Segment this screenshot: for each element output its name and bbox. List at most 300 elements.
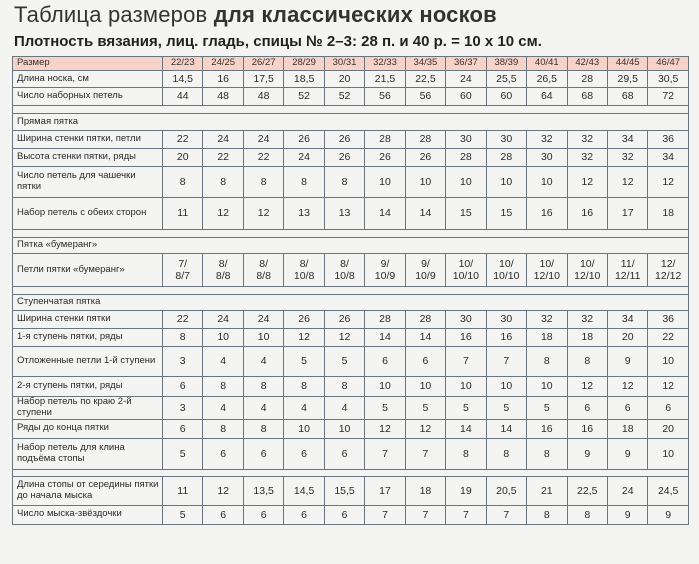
spacer-cell <box>527 106 567 114</box>
section-empty-cell <box>284 114 324 131</box>
table-cell: 25,5 <box>486 71 526 88</box>
table-row <box>13 505 689 524</box>
table-cell: 10 <box>365 167 405 198</box>
table-row <box>13 377 689 397</box>
table-cell: 11 <box>163 198 203 230</box>
table-cell: 22,5 <box>405 71 445 88</box>
table-cell: 8 <box>567 347 607 377</box>
spacer-cell <box>163 469 203 476</box>
row-label: Отложенные петли 1-й ступени <box>13 347 163 377</box>
table-cell: 12 <box>243 198 283 230</box>
spacer-cell <box>324 287 364 295</box>
section-empty-cell <box>243 114 283 131</box>
table-cell: 10 <box>203 329 243 347</box>
row-label: Длина носка, см <box>13 71 163 88</box>
table-cell: 24 <box>243 311 283 329</box>
table-cell: 8 <box>203 377 243 397</box>
section-empty-cell <box>163 114 203 131</box>
table-cell: 16 <box>527 419 567 438</box>
table-cell: 9 <box>567 438 607 469</box>
table-cell: 52 <box>324 88 364 106</box>
table-row <box>13 438 689 469</box>
spacer-cell <box>607 469 647 476</box>
spacer-cell <box>163 287 203 295</box>
table-row <box>13 88 689 106</box>
table-cell: 18 <box>527 329 567 347</box>
row-label: 2-я ступень пятки, ряды <box>13 377 163 397</box>
section-empty-cell <box>527 114 567 131</box>
table-row <box>13 149 689 167</box>
section-empty-cell <box>405 295 445 311</box>
table-row <box>13 131 689 149</box>
table-row <box>13 419 689 438</box>
table-cell: 17 <box>365 476 405 505</box>
table-cell: 30 <box>486 131 526 149</box>
spacer-cell <box>365 230 405 238</box>
section-empty-cell <box>405 238 445 254</box>
table-cell: 18 <box>607 419 647 438</box>
spacer-cell <box>365 287 405 295</box>
spacer-cell <box>446 230 486 238</box>
spacer-row <box>13 230 689 238</box>
table-cell: 22 <box>648 329 688 347</box>
spacer-cell <box>203 106 243 114</box>
table-cell: 6 <box>648 397 688 420</box>
table-cell: 5 <box>405 397 445 420</box>
section-empty-cell <box>486 295 526 311</box>
table-cell: 52 <box>284 88 324 106</box>
table-cell: 8 <box>324 167 364 198</box>
table-cell: 6 <box>324 505 364 524</box>
table-cell: 8/ 10/8 <box>284 254 324 287</box>
table-cell: 34 <box>648 149 688 167</box>
table-cell: 12 <box>607 167 647 198</box>
section-empty-cell <box>527 295 567 311</box>
table-cell: 7/ 8/7 <box>163 254 203 287</box>
table-cell: 9/ 10/9 <box>365 254 405 287</box>
table-cell: 9 <box>607 347 647 377</box>
table-cell: 6 <box>243 438 283 469</box>
size-header-row <box>13 57 689 71</box>
table-row <box>13 329 689 347</box>
table-cell: 8 <box>324 377 364 397</box>
table-cell: 11 <box>163 476 203 505</box>
spacer-cell <box>243 469 283 476</box>
table-cell: 10 <box>648 347 688 377</box>
table-cell: 16 <box>567 198 607 230</box>
spacer-cell <box>567 469 607 476</box>
table-cell: 26 <box>324 131 364 149</box>
table-cell: 14 <box>486 419 526 438</box>
table-cell: 26,5 <box>527 71 567 88</box>
table-cell: 6 <box>284 505 324 524</box>
table-row <box>13 167 689 198</box>
spacer-cell <box>284 469 324 476</box>
size-header-label: Размер <box>13 57 163 71</box>
table-cell: 7 <box>486 505 526 524</box>
table-cell: 10 <box>446 377 486 397</box>
table-cell: 14,5 <box>163 71 203 88</box>
table-cell: 36 <box>648 131 688 149</box>
table-cell: 48 <box>203 88 243 106</box>
table-cell: 72 <box>648 88 688 106</box>
spacer-cell <box>446 287 486 295</box>
section-empty-cell <box>284 238 324 254</box>
table-cell: 26 <box>405 149 445 167</box>
table-cell: 8 <box>527 347 567 377</box>
spacer-cell <box>284 287 324 295</box>
section-empty-cell <box>446 238 486 254</box>
table-cell: 22 <box>163 311 203 329</box>
row-label: Ряды до конца пятки <box>13 419 163 438</box>
row-label: Длина стопы от середины пятки до начала мыска <box>13 476 163 505</box>
table-cell: 20 <box>163 149 203 167</box>
size-header-cell: 36/37 <box>446 57 486 71</box>
size-header-cell: 38/39 <box>486 57 526 71</box>
spacer-cell <box>243 230 283 238</box>
table-cell: 10 <box>365 377 405 397</box>
table-row <box>13 311 689 329</box>
table-cell: 10 <box>405 167 445 198</box>
section-empty-cell <box>243 238 283 254</box>
size-header-cell: 46/47 <box>648 57 688 71</box>
table-cell: 8 <box>243 167 283 198</box>
section-empty-cell <box>648 114 688 131</box>
table-cell: 9 <box>648 505 688 524</box>
table-cell: 6 <box>607 397 647 420</box>
spacer-cell <box>203 230 243 238</box>
table-cell: 5 <box>446 397 486 420</box>
size-header-cell: 30/31 <box>324 57 364 71</box>
size-header-cell: 26/27 <box>243 57 283 71</box>
table-cell: 5 <box>163 505 203 524</box>
table-cell: 7 <box>405 438 445 469</box>
row-label: Набор петель по краю 2-й ступени <box>13 397 163 420</box>
section-empty-cell <box>446 295 486 311</box>
table-cell: 16 <box>527 198 567 230</box>
spacer-cell <box>607 287 647 295</box>
section-empty-cell <box>203 238 243 254</box>
size-header-cell: 40/41 <box>527 57 567 71</box>
table-cell: 24 <box>284 149 324 167</box>
table-cell: 22 <box>243 149 283 167</box>
section-empty-cell <box>648 238 688 254</box>
table-cell: 56 <box>405 88 445 106</box>
table-cell: 28 <box>365 311 405 329</box>
table-cell: 8 <box>163 329 203 347</box>
table-row <box>13 347 689 377</box>
table-cell: 16 <box>203 71 243 88</box>
section-empty-cell <box>527 238 567 254</box>
size-header-cell: 44/45 <box>607 57 647 71</box>
row-label: Петли пятки «бумеранг» <box>13 254 163 287</box>
spacer-cell <box>405 469 445 476</box>
spacer-cell <box>284 106 324 114</box>
table-cell: 8 <box>243 419 283 438</box>
spacer-cell <box>284 230 324 238</box>
table-cell: 32 <box>527 131 567 149</box>
table-cell: 9/ 10/9 <box>405 254 445 287</box>
table-cell: 32 <box>527 311 567 329</box>
table-cell: 21 <box>527 476 567 505</box>
table-cell: 7 <box>486 347 526 377</box>
spacer-cell <box>567 287 607 295</box>
row-label: Набор петель для клина подъёма стопы <box>13 438 163 469</box>
spacer-cell <box>486 469 526 476</box>
table-cell: 48 <box>243 88 283 106</box>
section-empty-cell <box>365 114 405 131</box>
table-cell: 7 <box>365 505 405 524</box>
table-cell: 12 <box>203 198 243 230</box>
table-cell: 29,5 <box>607 71 647 88</box>
table-cell: 7 <box>446 347 486 377</box>
section-empty-cell <box>486 238 526 254</box>
row-label: Высота стенки пятки, ряды <box>13 149 163 167</box>
section-empty-cell <box>567 114 607 131</box>
table-cell: 64 <box>527 88 567 106</box>
row-label: Число наборных петель <box>13 88 163 106</box>
section-empty-cell <box>567 295 607 311</box>
table-cell: 12 <box>567 167 607 198</box>
table-cell: 20 <box>607 329 647 347</box>
table-cell: 8 <box>284 377 324 397</box>
table-cell: 12 <box>648 377 688 397</box>
table-row <box>13 198 689 230</box>
table-cell: 10 <box>527 377 567 397</box>
size-header-cell: 28/29 <box>284 57 324 71</box>
table-cell: 10/ 12/10 <box>567 254 607 287</box>
table-cell: 11/ 12/11 <box>607 254 647 287</box>
table-cell: 16 <box>446 329 486 347</box>
table-cell: 28 <box>567 71 607 88</box>
table-cell: 3 <box>163 347 203 377</box>
spacer-cell <box>13 230 163 238</box>
table-cell: 8 <box>446 438 486 469</box>
section-empty-cell <box>607 238 647 254</box>
table-cell: 24 <box>203 311 243 329</box>
table-cell: 5 <box>527 397 567 420</box>
table-cell: 13 <box>284 198 324 230</box>
table-cell: 12 <box>365 419 405 438</box>
section-empty-cell <box>446 114 486 131</box>
table-cell: 9 <box>607 438 647 469</box>
title-prefix: Таблица размеров <box>14 2 208 27</box>
table-cell: 22 <box>163 131 203 149</box>
table-cell: 8 <box>486 438 526 469</box>
spacer-cell <box>405 230 445 238</box>
spacer-cell <box>365 469 405 476</box>
table-cell: 14 <box>365 329 405 347</box>
spacer-cell <box>446 469 486 476</box>
size-table-body <box>13 57 689 525</box>
table-cell: 32 <box>567 311 607 329</box>
table-cell: 14,5 <box>284 476 324 505</box>
table-cell: 10 <box>405 377 445 397</box>
spacer-cell <box>567 230 607 238</box>
table-cell: 6 <box>163 377 203 397</box>
table-cell: 5 <box>486 397 526 420</box>
spacer-cell <box>607 106 647 114</box>
table-cell: 8 <box>527 505 567 524</box>
table-row <box>13 476 689 505</box>
table-cell: 21,5 <box>365 71 405 88</box>
spacer-cell <box>607 230 647 238</box>
table-cell: 10 <box>284 419 324 438</box>
table-cell: 32 <box>567 149 607 167</box>
page-title <box>14 2 497 28</box>
table-cell: 18 <box>405 476 445 505</box>
table-cell: 34 <box>607 131 647 149</box>
table-cell: 13,5 <box>243 476 283 505</box>
section-empty-cell <box>648 295 688 311</box>
spacer-cell <box>243 106 283 114</box>
table-cell: 17,5 <box>243 71 283 88</box>
title-bold: для классических носков <box>213 2 497 27</box>
table-cell: 4 <box>203 397 243 420</box>
table-cell: 18 <box>648 198 688 230</box>
table-cell: 4 <box>243 347 283 377</box>
table-cell: 34 <box>607 311 647 329</box>
table-cell: 6 <box>324 438 364 469</box>
size-header-cell: 32/33 <box>365 57 405 71</box>
table-cell: 18 <box>567 329 607 347</box>
spacer-row <box>13 469 689 476</box>
table-cell: 24 <box>243 131 283 149</box>
table-cell: 28 <box>405 131 445 149</box>
section-empty-cell <box>203 114 243 131</box>
section-empty-cell <box>486 114 526 131</box>
table-cell: 32 <box>607 149 647 167</box>
table-cell: 12 <box>405 419 445 438</box>
table-cell: 4 <box>324 397 364 420</box>
section-empty-cell <box>405 114 445 131</box>
table-cell: 8 <box>567 505 607 524</box>
table-cell: 20 <box>324 71 364 88</box>
table-cell: 12 <box>648 167 688 198</box>
table-cell: 22 <box>203 149 243 167</box>
table-cell: 68 <box>567 88 607 106</box>
table-cell: 24 <box>607 476 647 505</box>
spacer-cell <box>13 469 163 476</box>
table-row <box>13 254 689 287</box>
table-cell: 30 <box>486 311 526 329</box>
table-cell: 12 <box>567 377 607 397</box>
table-cell: 10 <box>446 167 486 198</box>
spacer-cell <box>405 106 445 114</box>
table-cell: 12 <box>324 329 364 347</box>
size-header-cell: 24/25 <box>203 57 243 71</box>
table-cell: 8 <box>527 438 567 469</box>
table-cell: 30 <box>446 311 486 329</box>
table-cell: 10/ 10/10 <box>446 254 486 287</box>
table-cell: 30 <box>446 131 486 149</box>
table-cell: 28 <box>446 149 486 167</box>
table-cell: 10/ 10/10 <box>486 254 526 287</box>
section-empty-cell <box>163 295 203 311</box>
size-table <box>12 56 689 525</box>
section-empty-cell <box>567 238 607 254</box>
spacer-cell <box>13 106 163 114</box>
table-cell: 15 <box>446 198 486 230</box>
table-cell: 10 <box>486 167 526 198</box>
table-cell: 8/ 10/8 <box>324 254 364 287</box>
table-cell: 8/ 8/8 <box>203 254 243 287</box>
table-cell: 14 <box>405 198 445 230</box>
section-empty-cell <box>324 114 364 131</box>
row-label: Число петель для чашечки пятки <box>13 167 163 198</box>
spacer-cell <box>486 106 526 114</box>
table-cell: 10 <box>527 167 567 198</box>
table-row <box>13 71 689 88</box>
table-cell: 26 <box>284 311 324 329</box>
spacer-cell <box>324 230 364 238</box>
table-cell: 20,5 <box>486 476 526 505</box>
table-cell: 8 <box>243 377 283 397</box>
spacer-cell <box>648 469 688 476</box>
table-cell: 6 <box>567 397 607 420</box>
table-cell: 10 <box>243 329 283 347</box>
table-cell: 8 <box>284 167 324 198</box>
table-cell: 10 <box>324 419 364 438</box>
size-header-cell: 42/43 <box>567 57 607 71</box>
size-header-cell: 22/23 <box>163 57 203 71</box>
table-cell: 30,5 <box>648 71 688 88</box>
table-cell: 56 <box>365 88 405 106</box>
table-cell: 4 <box>203 347 243 377</box>
table-cell: 26 <box>365 149 405 167</box>
table-cell: 28 <box>486 149 526 167</box>
spacer-cell <box>203 287 243 295</box>
spacer-cell <box>648 230 688 238</box>
section-header-row <box>13 114 689 131</box>
table-cell: 15 <box>486 198 526 230</box>
section-empty-cell <box>365 295 405 311</box>
table-cell: 14 <box>365 198 405 230</box>
spacer-row <box>13 106 689 114</box>
table-cell: 12 <box>203 476 243 505</box>
table-cell: 20 <box>648 419 688 438</box>
section-header-row <box>13 295 689 311</box>
spacer-row <box>13 287 689 295</box>
table-cell: 16 <box>567 419 607 438</box>
table-cell: 4 <box>243 397 283 420</box>
table-cell: 16 <box>486 329 526 347</box>
section-empty-cell <box>243 295 283 311</box>
table-cell: 17 <box>607 198 647 230</box>
table-cell: 8 <box>163 167 203 198</box>
spacer-cell <box>405 287 445 295</box>
row-label: Набор петель с обеих сторон <box>13 198 163 230</box>
table-cell: 8/ 8/8 <box>243 254 283 287</box>
spacer-cell <box>567 106 607 114</box>
table-cell: 6 <box>243 505 283 524</box>
section-empty-cell <box>365 238 405 254</box>
table-cell: 4 <box>284 397 324 420</box>
table-cell: 60 <box>486 88 526 106</box>
spacer-cell <box>163 230 203 238</box>
section-empty-cell <box>284 295 324 311</box>
spacer-cell <box>365 106 405 114</box>
table-cell: 24 <box>446 71 486 88</box>
spacer-cell <box>446 106 486 114</box>
table-cell: 26 <box>324 311 364 329</box>
table-cell: 12 <box>284 329 324 347</box>
section-title: Ступенчатая пятка <box>13 295 163 311</box>
spacer-cell <box>324 106 364 114</box>
table-cell: 6 <box>284 438 324 469</box>
table-cell: 68 <box>607 88 647 106</box>
spacer-cell <box>486 230 526 238</box>
